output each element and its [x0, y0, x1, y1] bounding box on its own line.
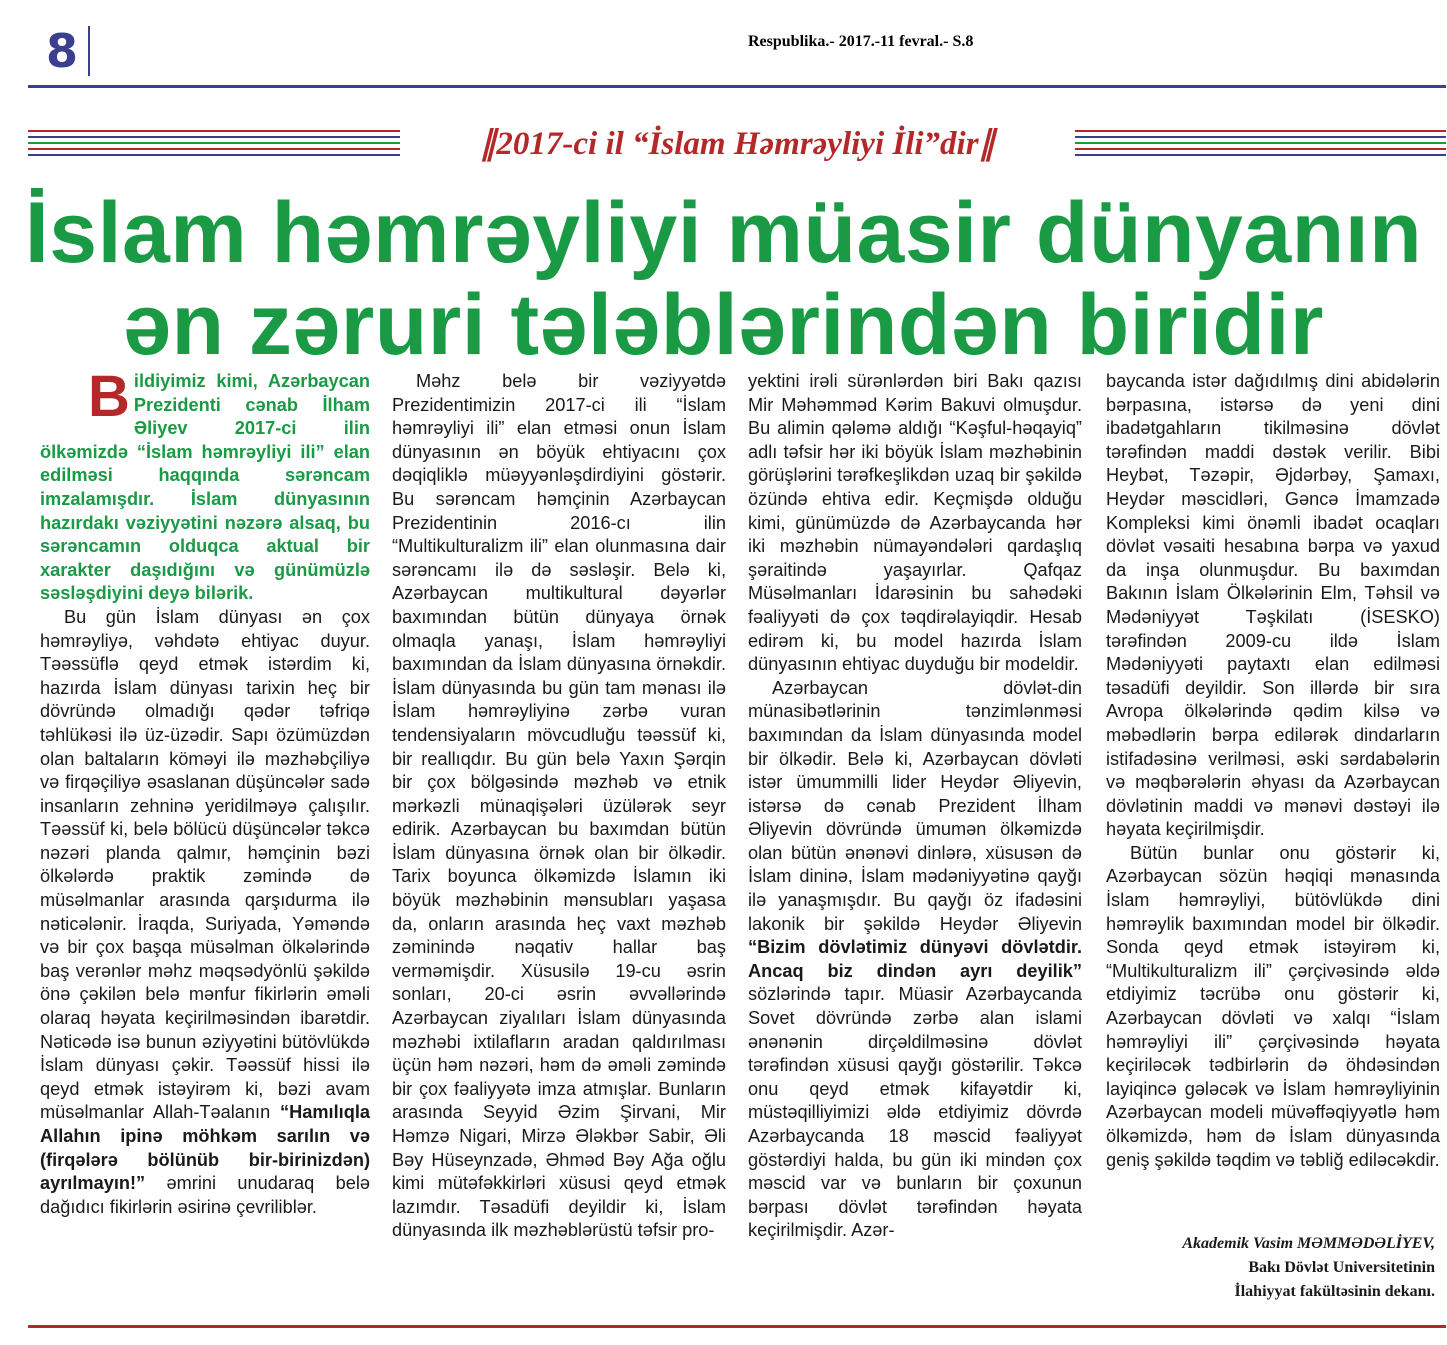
paragraph-2: Məhz belə bir vəziyyətdə Prezidentimizin 2017-ci ili “İslam həmrəyliyi ili” elan etməsi onun İslam dünyasının ən böyük ehtiyacını çox dəqiqliklə müəyyənləşdirdiyini göstərir. Bu sərəncam həmçinin Azərbaycan Prezidentinin 2016-cı ilin “Multikulturalizm ili” elan olunmasına dair sərəncamı ilə də səsləşir. Belə ki, Azərbaycan multikultural dəyərlər baxımından bütün dünyaya örnək olmaqla yanaşı, İslam həmrəyliyi baxımından da İslam dünyasına örnəkdir. İslam dünyasında bu gün tam mənası ilə İslam həmrəyliyinə zərbə vuran tendensiyaların mövcudluğu təəssüf ki, bir reallıqdır. Bu gün belə Yaxın Şərqin bir çox bölgəsində məzhəb və etnik mərkəzli münaqişələri üzülərək seyr edirik. Azərbaycan bu baxımdan bütün İslam dünyasına örnək olan bir ölkədir. Tarix boyunca ölkəmizdə İslamın iki böyük məzhəbinin mənsubları yaşasa da, onların arasında heç vaxt məzhəb zəminində nəqativ hallar baş verməmişdir. Xüsusilə 19-cu əsrin sonları, 20-ci əsrin əvvəllərində Azərbaycan ziyalıları İslam dünyasında məzhəbi ixtilafların aradan qaldırılması üçün həm nəzəri, həm də əməli zəmində bir çox fəaliyyətə imza atmışlar. Bunların arasında Seyyid Əzim Şirvani, Mir Həmzə Nigari, Mirzə Ələkbər Sabir, Əli Bəy Hüseynzadə, Əhməd Bəy Ağa oğlu kimi mütəfəkkirləri xüsusi qeyd etmək lazımdır. Təsadüfi deyildir ki, İslam dünyasında ilk məzhəblərüstü təfsir pro-	[392, 371, 726, 1241]
bottom-rule	[28, 1325, 1446, 1328]
paragraph-2-continued: yektini irəli sürənlərdən biri Bakı qazısı Mir Məhəmməd Kərim Bakuvi olmuşdur. Bu alimin qələmə aldığı “Kəşful-həqayiq” adlı təfsir hər iki böyük İslam məzhəbinin görüşlərini tərəfkeşlikdən uzaq bir şəkildə özündə ehtiva edir. Keçmişdə olduğu kimi, günümüzdə də Azərbaycanda hər iki məzhəbin nümayəndələri qardaşlıq şəraitində yaşayırlar. Qafqaz Müsəlmanları İdarəsinin bu sahədəki fəaliyyəti də çox təqdirəlayiqdir. Hesab edirəm ki, bu model hazırda İslam dünyasının ehtiyac duyduğu bir modeldir.	[748, 371, 1082, 675]
heydar-aliyev-quote: “Bizim dövlətimiz dünyəvi dövlətdir. Ancaq biz dindən ayrı deyilik”	[748, 937, 1082, 981]
source-line: Respublika.- 2017.-11 fevral.- S.8	[748, 33, 974, 50]
paragraph-4: Bütün bunlar onu göstərir ki, Azərbaycan sözün həqiqi mənasında İslam həmrəyliyi, bütövlükdə dini həmrəylik baxımından model bir ölkədir. Sonda qeyd etmək istəyirəm ki, “Multikulturalizm ili” çərçivəsində əldə etdiyimiz təcrübə onu göstərir ki, Azərbaycan dövləti və xalqı “İslam həmrəyliyi ili” çərçivəsində həyata keçiriləcək tədbirlərin də öhdəsindən layiqincə gələcək və İslam həmrəyliyinin Azərbaycan modeli müvəffəqiyyətlə həm ölkəmizdə, həm də İslam dünyasında geniş şəkildə təqdim və təbliğ ediləcəkdir.	[1106, 842, 1440, 1170]
headline-line-1: İslam həmrəyliyi müasir dünyanın	[24, 185, 1423, 281]
paragraph-1-text: Bu gün İslam dünyası ən çox həmrəyliyə, vəhdətə ehtiyac duyur. Təəssüflə qeyd etmək istərdim ki, hazırda İslam dünyası tarixin heç bir dövründə olmadığı qədər təfriqə təhlükəsi ilə üz-üzədir. Sapı özümüzdən olan baltaların köməyi ilə məzhəbçiliyə və firqəçiliyə əsaslanan düşüncələr sadə insanların zehninə yeridilməyə çalışılır. Təəssüf ki, belə bölücü düşüncələr təkcə nəzəri planda qalmır, həmçinin bəzi ölkələrdə praktik zəmində də müsəlmanlar arasında qarşıdurma ilə nəticələnir. İraqda, Suriyada, Yəməndə və bir çox başqa müsəlman ölkələrində baş verənlər məhz məqsədyönlü şəkildə önə çəkilən belə mənfur fikirlərin əməli olaraq həyata keçirilməsindən ibarətdir. Nəticədə isə bunun əziyyətini bütövlükdə İslam dünyası çəkir. Təəssüf hissi ilə qeyd etmək istəyirəm ki, bəzi avam müsəlmanlar Allah-Təalanın	[40, 606, 370, 1123]
banner-title	[400, 122, 1075, 166]
author-affiliation-2: İlahiyyat fakültəsinin dekanı.	[1234, 1283, 1435, 1300]
author-name: Akademik Vasim MƏMMƏDƏLİYEV,	[1182, 1235, 1435, 1252]
author-signature	[1182, 1232, 1435, 1304]
paragraph-3-continued: baycanda istər dağıdılmış dini abidələrin bərpasına, istərsə də yeni dini ibadətgahların tikilməsinə dövlət tərəfindən maddi dəstək verilir. Bibi Heybət, Təzəpir, Əjdərbəy, Şamaxı, Heydər məscidləri, Gəncə İmamzadə Kompleksi kimi önəmli ibadət ocaqları dövlət vəsaiti hesabına bərpa və yaxud da inşa olunmuşdur. Bu baxımdan Bakının İslam Ölkələrinin Elm, Təhsil və Mədəniyyət Təşkilatı (İSESKO) tərəfindən 2009-cu ildə İslam Mədəniyyəti paytaxtı elan edilməsi təsadüfi deyildir. Son illərdə bir sıra Avropa ölkələrində qədim kilsə və məbədlərin bərpa edilərək dindarların istifadəsinə verilməsi, əski sərdabələrin və məqbərələrin əhyası da Azərbaycan dövlətinin maddi və mənəvi dəstəyi ilə həyata keçirilmişdir.	[1106, 371, 1440, 840]
paragraph-1	[40, 606, 370, 1219]
paragraph-3	[748, 677, 1082, 1243]
top-rule	[28, 85, 1446, 88]
article-column-1	[40, 364, 370, 1219]
paragraph-3-text: Azərbaycan dövlət-din münasibətlərinin tənzimlənməsi baxımından da İslam dünyasında model bir ölkədir. Belə ki, Azərbaycan dövləti istər ümummilli lider Heydər Əliyevin, istərsə də cənab Prezident İlham Əliyevin dövründə ümumən ölkəmizdə olan bütün ənənəvi dinlərə, xüsusən də İslam dininə, İslam mədəniyyətinə qayğı ilə yanaşmışdır. Bu qayğı öz ifadəsini lakonik bir şəkildə Heydər Əliyevin	[748, 677, 1082, 934]
page-number: 8	[36, 26, 90, 76]
article-column-2	[392, 370, 726, 1243]
banner-title-text: 2017-ci il “İslam Həmrəyliyi İli”dir	[496, 126, 979, 162]
lead-text: ildiyimiz kimi, Azərbaycan Prezidenti cənab İlham Əliyev 2017-ci ilin ölkəmizdə “İslam həmrəyliyi ili” elan edilməsi haqqında sərəncam imzalamışdır. İslam dünyasının hazırdakı vəziyyətini nəzərə alsaq, bu sərəncamın olduqca aktual bir xarakter daşıdığını və günümüzlə səsləşdiyini deyə bilərik.	[40, 371, 370, 604]
article-lead	[40, 364, 370, 606]
article-column-3	[748, 370, 1082, 1243]
headline-line-2: ən zəruri tələblərindən biridir	[123, 277, 1324, 373]
drop-cap: B	[88, 364, 130, 429]
article-column-4	[1106, 370, 1440, 1172]
quran-quote: “Hamılıqla Allahın ipinə möhkəm sarılın və (firqələrə bölünüb bir-birinizdən) ayrılmayın!”	[40, 1102, 370, 1194]
author-affiliation-1: Bakı Dövlət Universitetinin	[1248, 1259, 1435, 1276]
paragraph-1-end: əmrini unudaraq belə dağıdıcı fikirlərin əsirinə çevriliblər.	[40, 1173, 370, 1217]
paragraph-3-end: sözlərində tapır. Müasir Azərbaycanda Sovet dövründə zərbə alan islami ənənənin dirçəldilməsinə dövlət tərəfindən xüsusi qayğı göstərilir. Təkcə onu qeyd etmək kifayətdir ki, müstəqilliyimizi əldə etdiyimiz dövrdə Azərbaycanda 18 məscid fəaliyyət göstərdiyi halda, bu gün iki mindən çox məscid var və bunların bir çoxunun bərpası dövlət tərəfindən həyata keçirilmişdir. Azər-	[748, 984, 1082, 1241]
